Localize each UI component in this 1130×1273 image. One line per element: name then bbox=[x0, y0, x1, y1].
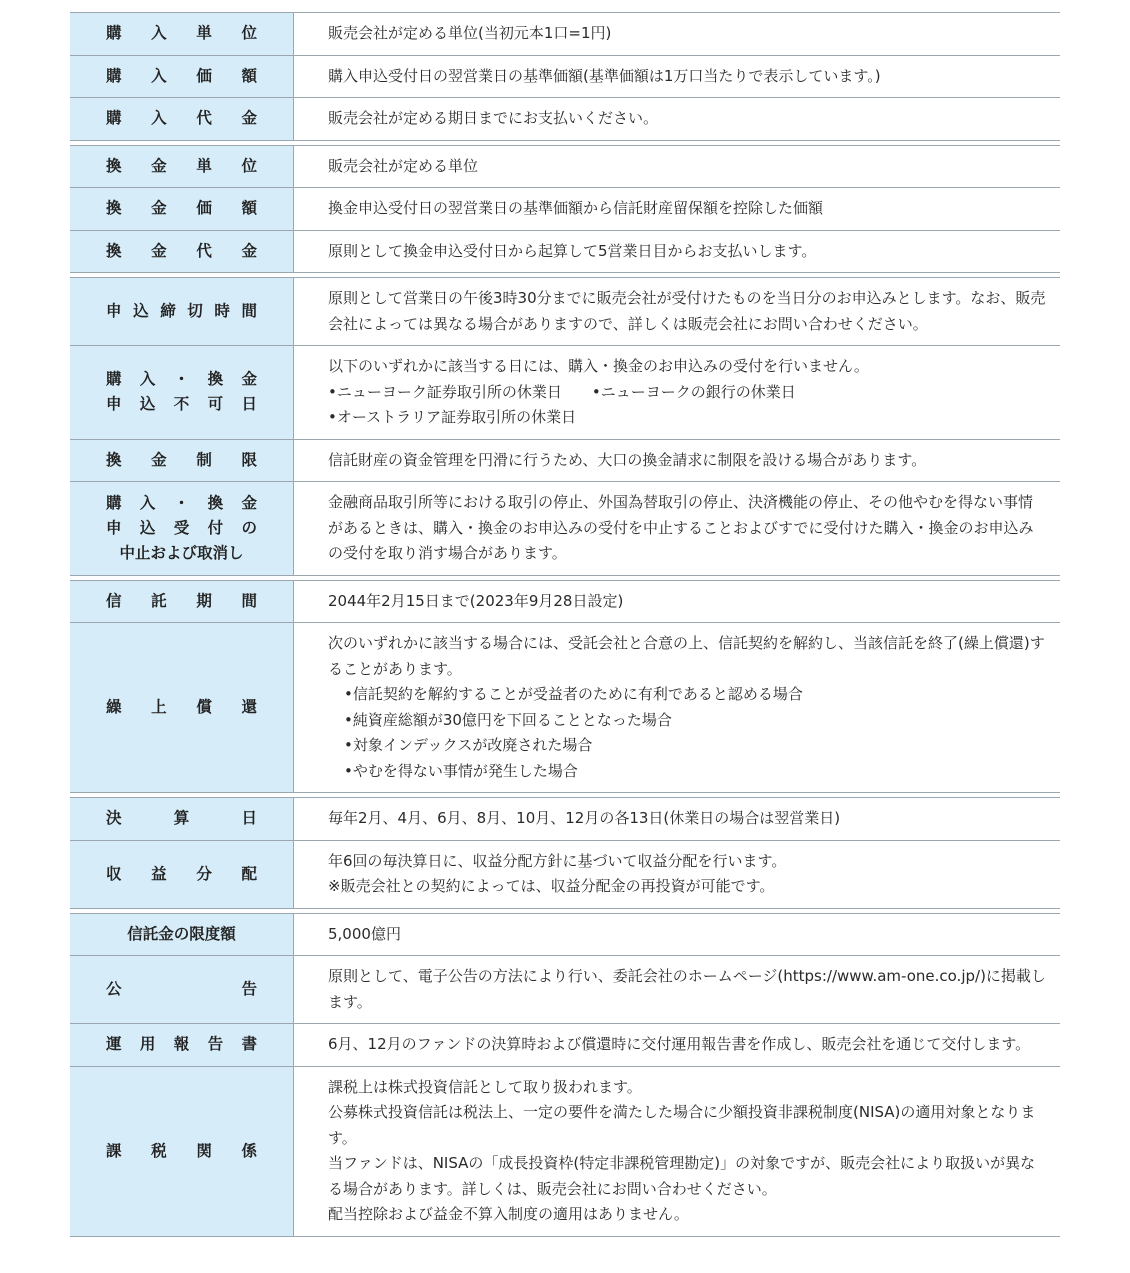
row-label-line: 購 入 ・ 換 金 bbox=[106, 370, 257, 389]
row-label bbox=[70, 346, 294, 439]
row-value bbox=[294, 278, 1060, 345]
bullet-item: •ニューヨークの銀行の休業日 bbox=[591, 382, 796, 401]
row-value bbox=[294, 56, 1060, 98]
row-label bbox=[70, 440, 294, 482]
row-value bbox=[294, 1024, 1060, 1066]
table-row bbox=[70, 55, 1060, 98]
row-label-line: 決 算 日 bbox=[106, 809, 257, 828]
row-label bbox=[70, 278, 294, 345]
row-value bbox=[294, 482, 1060, 575]
value-text: 信託財産の資金管理を円滑に行うため、大口の換金請求に制限を設ける場合があります。 bbox=[328, 450, 927, 469]
table-row bbox=[70, 97, 1060, 140]
row-value bbox=[294, 1067, 1060, 1236]
row-value bbox=[294, 346, 1060, 439]
row-label bbox=[70, 146, 294, 188]
value-text: 6月、12月のファンドの決算時および償還時に交付運用報告書を作成し、販売会社を通じて交付します。 bbox=[328, 1035, 1031, 1053]
row-label bbox=[70, 623, 294, 792]
row-label-line: 中止および取消し bbox=[119, 543, 244, 562]
row-group bbox=[70, 12, 1060, 141]
bullet-item: •オーストラリア証券取引所の休業日 bbox=[328, 408, 577, 426]
condition-item: •対象インデックスが改廃された場合 bbox=[344, 736, 593, 754]
table-row bbox=[70, 581, 1060, 623]
row-value bbox=[294, 798, 1060, 840]
row-label-line: 信 託 期 間 bbox=[106, 591, 257, 610]
value-text: 販売会社が定める単位 bbox=[328, 156, 479, 175]
row-label bbox=[70, 98, 294, 140]
row-value bbox=[294, 623, 1060, 792]
fund-terms-table bbox=[70, 12, 1060, 1241]
row-label-line: 申 込 締 切 時 間 bbox=[106, 302, 257, 320]
table-row bbox=[70, 798, 1060, 840]
table-row bbox=[70, 13, 1060, 55]
bullet-item: •ニューヨーク証券取引所の休業日 bbox=[328, 382, 562, 401]
row-value bbox=[294, 188, 1060, 230]
condition-item: •信託契約を解約することが受益者のために有利であると認める場合 bbox=[344, 685, 803, 703]
table-row bbox=[70, 278, 1060, 345]
value-text: 販売会社が定める期日までにお支払いください。 bbox=[328, 109, 659, 127]
row-label-line: 購 入 代 金 bbox=[106, 109, 257, 128]
row-label bbox=[70, 841, 294, 908]
row-label-line: 申 込 不 可 日 bbox=[106, 395, 257, 414]
row-value bbox=[294, 146, 1060, 188]
row-label-line: 換 金 価 額 bbox=[106, 199, 257, 218]
row-value bbox=[294, 914, 1060, 956]
row-label-line: 繰 上 償 還 bbox=[106, 698, 257, 716]
row-group bbox=[70, 913, 1060, 1237]
value-text: 配当控除および益金不算入制度の適用はありません。 bbox=[328, 1205, 689, 1223]
value-text: 以下のいずれかに該当する日には、購入・換金のお申込みの受付を行いません。 bbox=[328, 357, 869, 375]
row-label-line: 運 用 報 告 書 bbox=[106, 1035, 257, 1054]
value-text: ※販売会社との契約によっては、収益分配金の再投資が可能です。 bbox=[328, 877, 775, 895]
value-text: 次のいずれかに該当する場合には、受託会社と合意の上、信託契約を解約し、当該信託を終了(繰上償還)することがあります。 bbox=[328, 634, 1045, 678]
value-text: 原則として営業日の午後3時30分までに販売会社が受付けたものを当日分のお申込みとします。なお、販売会社によっては異なる場合がありますので、詳しくは販売会社にお問い合わせください。 bbox=[328, 289, 1046, 333]
value-text: 年6回の毎決算日に、収益分配方針に基づいて収益分配を行います。 bbox=[328, 851, 787, 870]
row-label-line: 申 込 受 付 の bbox=[106, 518, 257, 537]
value-text: 毎年2月、4月、6月、8月、10月、12月の各13日(休業日の場合は翌営業日) bbox=[328, 809, 841, 827]
value-text: 2044年2月15日まで(2023年9月28日設定) bbox=[328, 591, 624, 610]
row-label-line: 課 税 関 係 bbox=[106, 1141, 257, 1160]
row-value bbox=[294, 231, 1060, 273]
value-text: 購入申込受付日の翌営業日の基準価額(基準価額は1万口当たりで表示しています。) bbox=[328, 66, 881, 85]
row-label bbox=[70, 956, 294, 1023]
table-row bbox=[70, 146, 1060, 188]
condition-item: •純資産総額が30億円を下回ることとなった場合 bbox=[344, 710, 672, 729]
value-text: 公募株式投資信託は税法上、一定の要件を満たした場合に少額投資非課税制度(NISA)の適用対象となります。 bbox=[328, 1103, 1036, 1147]
value-text: 当ファンドは、NISAの「成長投資枠(特定非課税管理勘定)」の対象ですが、販売会社により取扱いが異なる場合があります。詳しくは、販売会社にお問い合わせください。 bbox=[328, 1154, 1036, 1198]
row-label-line: 購 入 ・ 換 金 bbox=[106, 493, 257, 512]
row-value bbox=[294, 13, 1060, 55]
row-group bbox=[70, 145, 1060, 274]
row-label-line: 換 金 代 金 bbox=[106, 241, 257, 260]
row-value bbox=[294, 956, 1060, 1023]
table-row bbox=[70, 481, 1060, 575]
row-group bbox=[70, 797, 1060, 909]
value-text: 原則として換金申込受付日から起算して5営業日目からお支払いします。 bbox=[328, 241, 817, 260]
table-row bbox=[70, 1023, 1060, 1066]
row-value bbox=[294, 440, 1060, 482]
row-label bbox=[70, 13, 294, 55]
row-label-line: 公 告 bbox=[106, 980, 257, 998]
row-label bbox=[70, 1024, 294, 1066]
row-label-line: 購 入 価 額 bbox=[106, 66, 257, 85]
value-text: 換金申込受付日の翌営業日の基準価額から信託財産留保額を控除した価額 bbox=[328, 199, 824, 217]
table-row bbox=[70, 955, 1060, 1023]
value-text: 原則として、電子公告の方法により行い、委託会社のホームページ(https://www.am-one.co.jp/)に掲載します。 bbox=[328, 967, 1046, 1011]
row-label-line: 換 金 制 限 bbox=[106, 450, 257, 469]
row-label-line: 換 金 単 位 bbox=[106, 156, 257, 175]
row-label bbox=[70, 231, 294, 273]
condition-item: •やむを得ない事情が発生した場合 bbox=[344, 761, 578, 780]
row-label bbox=[70, 482, 294, 575]
row-group bbox=[70, 277, 1060, 576]
table-row bbox=[70, 439, 1060, 482]
value-text: 金融商品取引所等における取引の停止、外国為替取引の停止、決済機能の停止、その他やむを得ない事情があるときは、購入・換金のお申込みの受付を中止することおよびすでに受付けた購入・換金のお申込みの受付を取り消す場合があります。 bbox=[328, 493, 1034, 562]
row-value bbox=[294, 98, 1060, 140]
table-row bbox=[70, 914, 1060, 956]
row-value bbox=[294, 841, 1060, 908]
row-label bbox=[70, 1067, 294, 1236]
table-row bbox=[70, 840, 1060, 908]
row-label-line: 収 益 分 配 bbox=[106, 864, 257, 883]
bullet-line bbox=[328, 380, 1046, 406]
table-row bbox=[70, 187, 1060, 230]
row-value bbox=[294, 581, 1060, 623]
row-label bbox=[70, 56, 294, 98]
value-text: 販売会社が定める単位(当初元本1口=1円) bbox=[328, 24, 612, 42]
table-row bbox=[70, 622, 1060, 792]
row-label-line: 購 入 単 位 bbox=[106, 24, 257, 43]
row-label-line: 信託金の限度額 bbox=[127, 924, 236, 943]
row-label bbox=[70, 188, 294, 230]
value-text: 課税上は株式投資信託として取り扱われます。 bbox=[328, 1077, 642, 1096]
table-row bbox=[70, 345, 1060, 439]
table-row bbox=[70, 1066, 1060, 1236]
row-label bbox=[70, 798, 294, 840]
row-label bbox=[70, 581, 294, 623]
row-label bbox=[70, 914, 294, 956]
row-group bbox=[70, 580, 1060, 794]
table-row bbox=[70, 230, 1060, 273]
bullet-line bbox=[328, 405, 1046, 431]
value-text: 5,000億円 bbox=[328, 924, 401, 943]
